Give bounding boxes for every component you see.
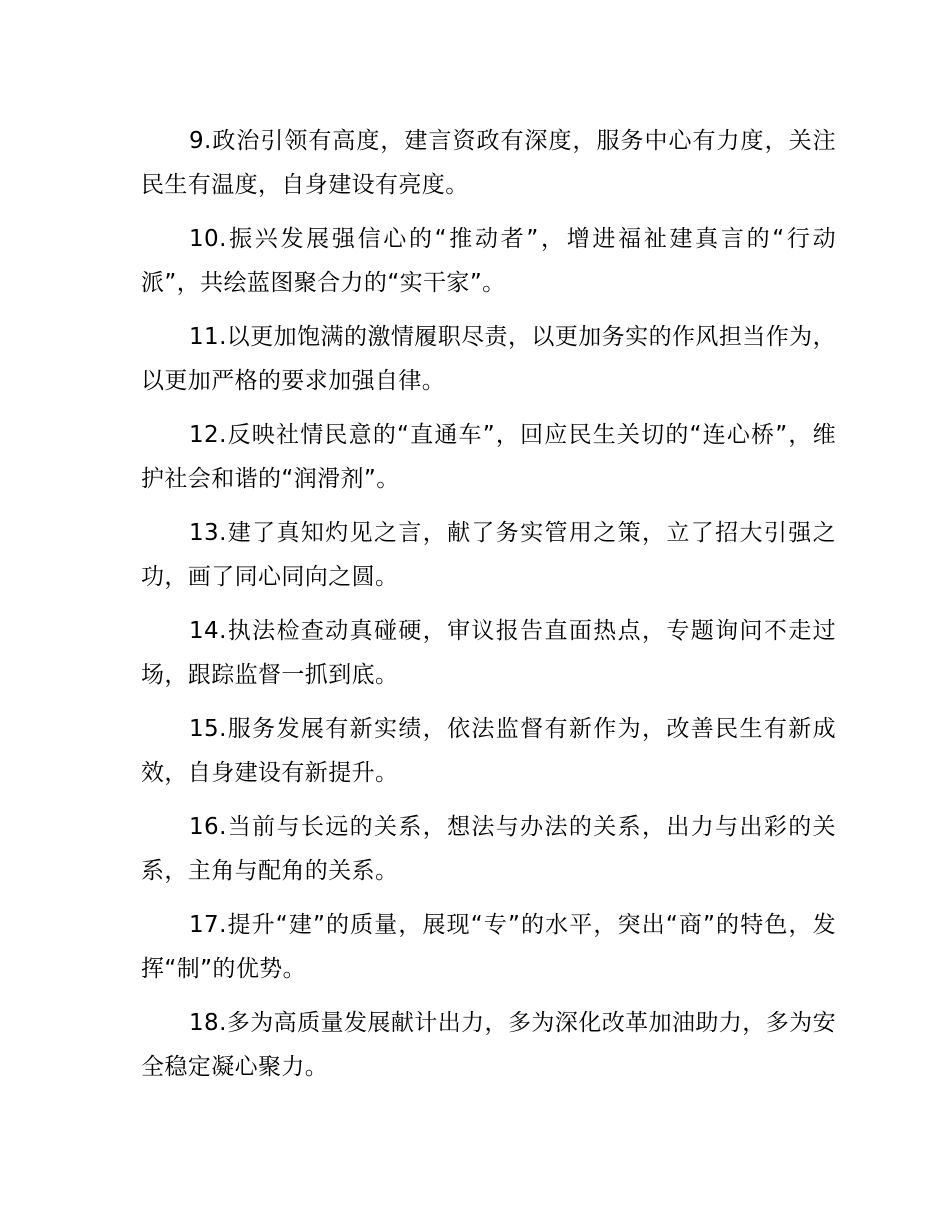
paragraph-16: 16.当前与长远的关系，想法与办法的关系，出力与出彩的关系，主角与配角的关系。 (141, 814, 836, 884)
paragraph-9: 9.政治引领有高度，建言资政有深度，服务中心有力度，关注民生有温度，自身建设有亮度。 (141, 128, 836, 198)
paragraph-12: 12.反映社情民意的“直通车”，回应民生关切的“连心桥”，维护社会和谐的“润滑剂”。 (141, 422, 836, 492)
paragraph-17: 17.提升“建”的质量，展现“专”的水平，突出“商”的特色，发挥“制”的优势。 (141, 912, 836, 982)
paragraph-15: 15.服务发展有新实绩，依法监督有新作为，改善民生有新成效，自身建设有新提升。 (141, 716, 836, 786)
paragraph-11: 11.以更加饱满的激情履职尽责，以更加务实的作风担当作为，以更加严格的要求加强自律。 (141, 324, 836, 394)
document-body (141, 119, 836, 1099)
paragraph-18: 18.多为高质量发展献计出力，多为深化改革加油助力，多为安全稳定凝心聚力。 (141, 1010, 836, 1080)
paragraph-10: 10.振兴发展强信心的“推动者”，增进福祉建真言的“行动派”，共绘蓝图聚合力的“实干家”。 (141, 226, 836, 296)
paragraph-14: 14.执法检查动真碰硬，审议报告直面热点，专题询问不走过场，跟踪监督一抓到底。 (141, 618, 836, 688)
paragraph-13: 13.建了真知灼见之言，献了务实管用之策，立了招大引强之功，画了同心同向之圆。 (141, 520, 836, 590)
